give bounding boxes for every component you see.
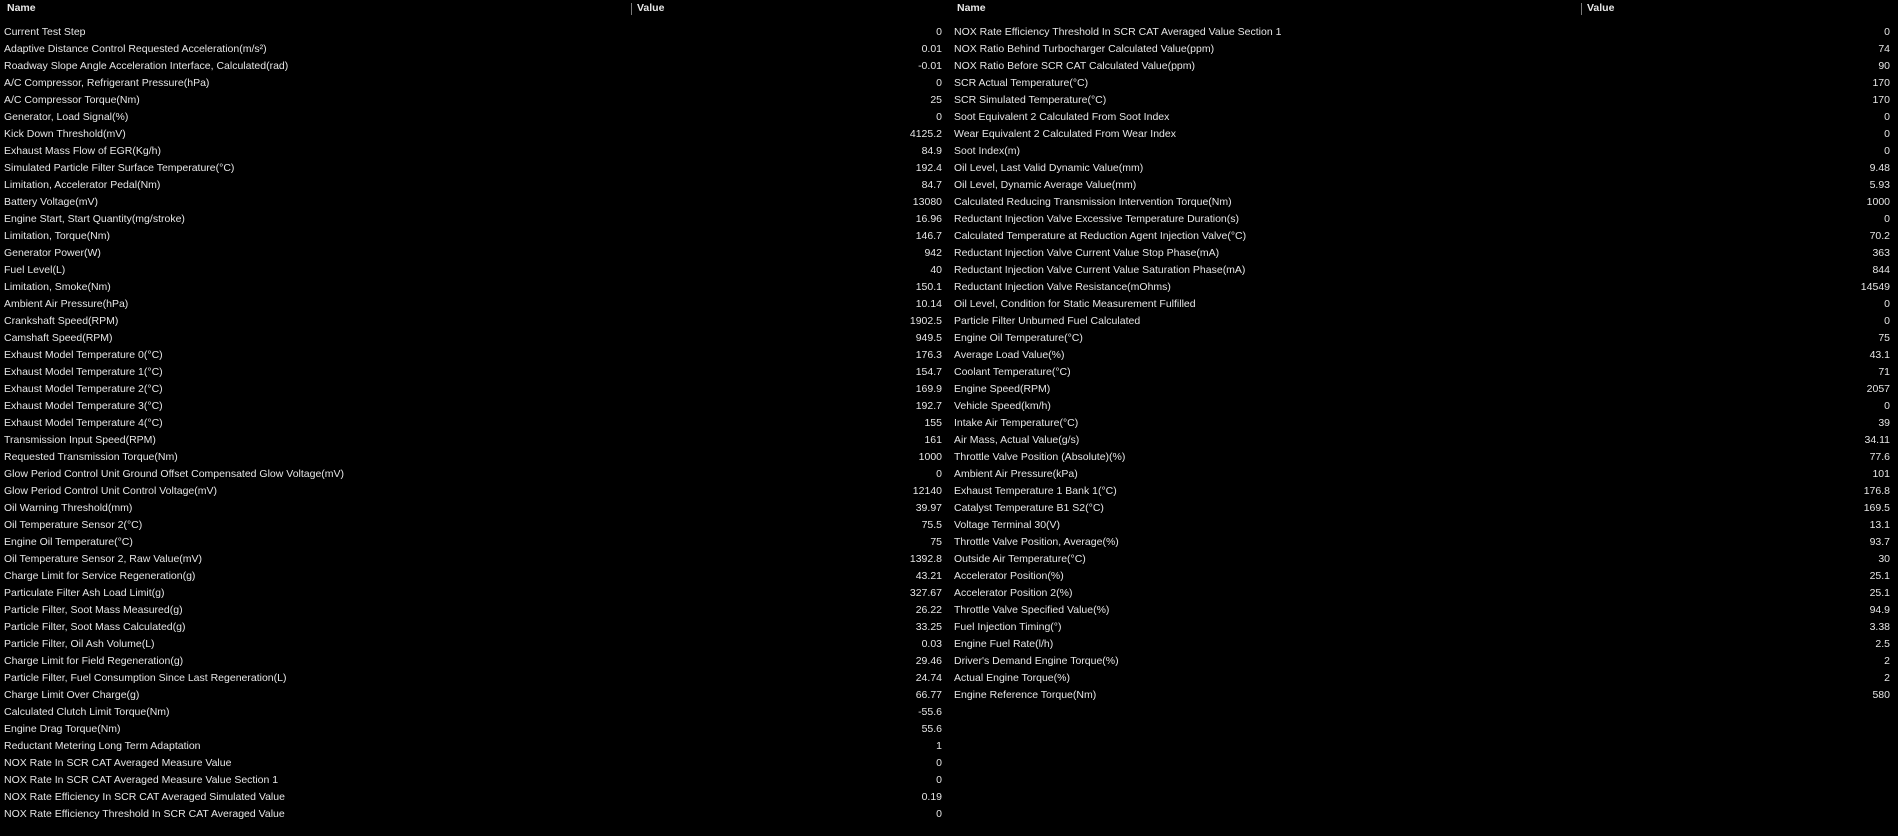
table-row[interactable] bbox=[0, 330, 948, 347]
parameter-value: 176.8 bbox=[1863, 485, 1890, 497]
parameter-name: Reductant Injection Valve Excessive Temperature Duration(s) bbox=[954, 213, 1239, 225]
parameter-value: 94.9 bbox=[1869, 604, 1890, 616]
table-row[interactable] bbox=[950, 92, 1898, 109]
parameter-name: Kick Down Threshold(mV) bbox=[4, 128, 126, 140]
parameter-value: 0 bbox=[936, 26, 942, 38]
table-row[interactable] bbox=[950, 466, 1898, 483]
table-row[interactable] bbox=[0, 41, 948, 58]
parameter-name: Oil Level, Condition for Static Measurement Fulfilled bbox=[954, 298, 1196, 310]
parameter-name: Generator, Load Signal(%) bbox=[4, 111, 129, 123]
parameter-value: 71 bbox=[1878, 366, 1890, 378]
parameter-value: 146.7 bbox=[915, 230, 942, 242]
parameter-value: 2057 bbox=[1866, 383, 1890, 395]
parameter-value: 25.1 bbox=[1869, 587, 1890, 599]
parameter-value: 942 bbox=[924, 247, 942, 259]
parameter-value: 75 bbox=[930, 536, 942, 548]
table-row[interactable] bbox=[950, 279, 1898, 296]
parameter-name: Calculated Reducing Transmission Intervention Torque(Nm) bbox=[954, 196, 1232, 208]
table-row[interactable] bbox=[0, 109, 948, 126]
parameter-name: Reductant Injection Valve Current Value Saturation Phase(mA) bbox=[954, 264, 1246, 276]
table-row[interactable] bbox=[950, 432, 1898, 449]
parameter-value: 30 bbox=[1878, 553, 1890, 565]
value-column-header[interactable]: Value bbox=[1587, 2, 1615, 14]
parameter-value: 0 bbox=[936, 774, 942, 786]
parameter-name: Oil Temperature Sensor 2, Raw Value(mV) bbox=[4, 553, 203, 565]
parameter-name: Outside Air Temperature(°C) bbox=[954, 553, 1086, 565]
parameter-name: Exhaust Temperature 1 Bank 1(°C) bbox=[954, 485, 1117, 497]
parameter-name: Oil Warning Threshold(mm) bbox=[4, 502, 133, 514]
parameter-value: 169.9 bbox=[915, 383, 942, 395]
parameter-value: 0 bbox=[1884, 400, 1890, 412]
parameter-value: 13080 bbox=[912, 196, 942, 208]
parameter-value: 4125.2 bbox=[909, 128, 942, 140]
parameter-name: Fuel Level(L) bbox=[4, 264, 66, 276]
table-row[interactable] bbox=[0, 483, 948, 500]
table-row[interactable] bbox=[950, 245, 1898, 262]
table-row[interactable] bbox=[950, 109, 1898, 126]
parameter-name: Charge Limit for Service Regeneration(g) bbox=[4, 570, 196, 582]
parameter-name: Ambient Air Pressure(kPa) bbox=[954, 468, 1078, 480]
table-row[interactable] bbox=[950, 619, 1898, 636]
table-row[interactable] bbox=[0, 619, 948, 636]
parameter-value: 16.96 bbox=[915, 213, 942, 225]
parameter-name: Calculated Temperature at Reduction Agent Injection Valve(°C) bbox=[954, 230, 1247, 242]
parameter-value: 14549 bbox=[1860, 281, 1890, 293]
parameter-name: Actual Engine Torque(%) bbox=[954, 672, 1070, 684]
parameter-name: Exhaust Model Temperature 2(°C) bbox=[4, 383, 163, 395]
parameter-name: Intake Air Temperature(°C) bbox=[954, 417, 1079, 429]
parameter-value: 0 bbox=[1884, 145, 1890, 157]
table-row[interactable] bbox=[0, 24, 948, 41]
table-row[interactable] bbox=[0, 687, 948, 704]
table-row[interactable] bbox=[950, 551, 1898, 568]
parameter-value: 0 bbox=[936, 808, 942, 820]
parameter-name: Oil Level, Dynamic Average Value(mm) bbox=[954, 179, 1137, 191]
parameter-name: A/C Compressor Torque(Nm) bbox=[4, 94, 140, 106]
parameter-name: Engine Reference Torque(Nm) bbox=[954, 689, 1097, 701]
parameter-name: Vehicle Speed(km/h) bbox=[954, 400, 1051, 412]
table-row[interactable] bbox=[950, 228, 1898, 245]
parameter-value: 170 bbox=[1872, 77, 1890, 89]
parameter-name: Coolant Temperature(°C) bbox=[954, 366, 1071, 378]
parameter-value: 24.74 bbox=[915, 672, 942, 684]
parameter-value: 25.1 bbox=[1869, 570, 1890, 582]
parameter-value: 43.21 bbox=[915, 570, 942, 582]
parameter-name: Exhaust Model Temperature 1(°C) bbox=[4, 366, 163, 378]
parameter-value: 1 bbox=[936, 740, 942, 752]
parameter-value: 2 bbox=[1884, 655, 1890, 667]
table-row[interactable] bbox=[950, 330, 1898, 347]
parameter-value: 169.5 bbox=[1863, 502, 1890, 514]
table-row[interactable] bbox=[0, 466, 948, 483]
parameter-name: Air Mass, Actual Value(g/s) bbox=[954, 434, 1080, 446]
value-column-header[interactable]: Value bbox=[637, 2, 665, 14]
table-row[interactable] bbox=[0, 75, 948, 92]
parameter-value: 5.93 bbox=[1869, 179, 1890, 191]
parameter-name: Engine Oil Temperature(°C) bbox=[4, 536, 133, 548]
table-row[interactable] bbox=[0, 126, 948, 143]
table-row[interactable] bbox=[0, 194, 948, 211]
table-row[interactable] bbox=[0, 704, 948, 721]
parameter-value: 55.6 bbox=[921, 723, 942, 735]
parameter-name: Throttle Valve Specified Value(%) bbox=[954, 604, 1110, 616]
left-data-table bbox=[0, 0, 948, 836]
parameter-name: Limitation, Accelerator Pedal(Nm) bbox=[4, 179, 161, 191]
parameter-value: 844 bbox=[1872, 264, 1890, 276]
parameter-value: 34.11 bbox=[1864, 434, 1890, 446]
parameter-value: 2 bbox=[1884, 672, 1890, 684]
table-row[interactable] bbox=[950, 585, 1898, 602]
table-row[interactable] bbox=[0, 262, 948, 279]
parameter-value: 33.25 bbox=[915, 621, 942, 633]
parameter-value: 13.1 bbox=[1869, 519, 1890, 531]
parameter-name: SCR Simulated Temperature(°C) bbox=[954, 94, 1107, 106]
parameter-value: 101 bbox=[1872, 468, 1890, 480]
table-row[interactable] bbox=[0, 364, 948, 381]
table-row[interactable] bbox=[0, 551, 948, 568]
table-row[interactable] bbox=[0, 245, 948, 262]
parameter-value: 39.97 bbox=[915, 502, 942, 514]
table-row[interactable] bbox=[0, 738, 948, 755]
parameter-value: 0 bbox=[936, 468, 942, 480]
table-row[interactable] bbox=[0, 313, 948, 330]
parameter-value: 40 bbox=[930, 264, 942, 276]
table-row[interactable] bbox=[950, 313, 1898, 330]
parameter-name: NOX Rate In SCR CAT Averaged Measure Value bbox=[4, 757, 232, 769]
parameter-name: NOX Ratio Before SCR CAT Calculated Value(ppm) bbox=[954, 60, 1196, 72]
table-row[interactable] bbox=[0, 721, 948, 738]
parameter-value: 0 bbox=[1884, 26, 1890, 38]
parameter-name: Accelerator Position 2(%) bbox=[954, 587, 1073, 599]
table-row[interactable] bbox=[950, 398, 1898, 415]
parameter-value: 327.67 bbox=[909, 587, 942, 599]
parameter-name: Battery Voltage(mV) bbox=[4, 196, 98, 208]
parameter-name: Oil Level, Last Valid Dynamic Value(mm) bbox=[954, 162, 1144, 174]
table-row[interactable] bbox=[950, 58, 1898, 75]
table-row[interactable] bbox=[950, 534, 1898, 551]
parameter-name: Glow Period Control Unit Control Voltage(mV) bbox=[4, 485, 218, 497]
parameter-name: Exhaust Model Temperature 0(°C) bbox=[4, 349, 163, 361]
parameter-value: 0 bbox=[1884, 111, 1890, 123]
parameter-name: Engine Speed(RPM) bbox=[954, 383, 1051, 395]
table-row[interactable] bbox=[0, 449, 948, 466]
parameter-name: Camshaft Speed(RPM) bbox=[4, 332, 113, 344]
table-row[interactable] bbox=[950, 262, 1898, 279]
parameter-name: Engine Oil Temperature(°C) bbox=[954, 332, 1083, 344]
table-row[interactable] bbox=[950, 568, 1898, 585]
table-row[interactable] bbox=[0, 279, 948, 296]
parameter-value: 1392.8 bbox=[909, 553, 942, 565]
parameter-name: Soot Equivalent 2 Calculated From Soot Index bbox=[954, 111, 1170, 123]
parameter-value: 0.01 bbox=[921, 43, 942, 55]
table-row[interactable] bbox=[0, 398, 948, 415]
table-row[interactable] bbox=[0, 92, 948, 109]
table-row[interactable] bbox=[950, 381, 1898, 398]
parameter-value: 93.7 bbox=[1869, 536, 1890, 548]
table-row[interactable] bbox=[950, 177, 1898, 194]
parameter-value: 0.19 bbox=[921, 791, 942, 803]
parameter-value: 9.48 bbox=[1869, 162, 1890, 174]
table-row[interactable] bbox=[950, 602, 1898, 619]
parameter-name: Soot Index(m) bbox=[954, 145, 1020, 157]
table-row[interactable] bbox=[0, 432, 948, 449]
parameter-name: Throttle Valve Position, Average(%) bbox=[954, 536, 1119, 548]
table-row[interactable] bbox=[950, 24, 1898, 41]
table-row[interactable] bbox=[950, 653, 1898, 670]
parameter-value: -55.6 bbox=[918, 706, 942, 718]
table-row[interactable] bbox=[0, 806, 948, 823]
table-row[interactable] bbox=[950, 347, 1898, 364]
right-table-header bbox=[950, 0, 1898, 17]
parameter-value: 949.5 bbox=[915, 332, 942, 344]
table-row[interactable] bbox=[0, 636, 948, 653]
table-row[interactable] bbox=[0, 143, 948, 160]
table-row[interactable] bbox=[950, 194, 1898, 211]
parameter-name: Simulated Particle Filter Surface Temperature(°C) bbox=[4, 162, 235, 174]
parameter-name: Ambient Air Pressure(hPa) bbox=[4, 298, 129, 310]
table-row[interactable] bbox=[0, 670, 948, 687]
parameter-value: 75 bbox=[1878, 332, 1890, 344]
parameter-name: Charge Limit for Field Regeneration(g) bbox=[4, 655, 184, 667]
parameter-value: 84.7 bbox=[921, 179, 942, 191]
table-row[interactable] bbox=[0, 772, 948, 789]
parameter-value: 74 bbox=[1878, 43, 1890, 55]
table-row[interactable] bbox=[0, 177, 948, 194]
parameter-value: 150.1 bbox=[915, 281, 942, 293]
parameter-name: Charge Limit Over Charge(g) bbox=[4, 689, 140, 701]
parameter-value: 1000 bbox=[1866, 196, 1890, 208]
parameter-name: Generator Power(W) bbox=[4, 247, 101, 259]
parameter-name: Catalyst Temperature B1 S2(°C) bbox=[954, 502, 1104, 514]
parameter-value: 10.14 bbox=[915, 298, 942, 310]
parameter-name: NOX Rate Efficiency Threshold In SCR CAT Averaged Value bbox=[4, 808, 285, 820]
left-table-header bbox=[0, 0, 948, 17]
parameter-name: Particle Filter, Soot Mass Measured(g) bbox=[4, 604, 183, 616]
parameter-value: 170 bbox=[1872, 94, 1890, 106]
parameter-name: NOX Rate Efficiency Threshold In SCR CAT Averaged Value Section 1 bbox=[954, 26, 1282, 38]
parameter-name: SCR Actual Temperature(°C) bbox=[954, 77, 1089, 89]
parameter-value: 0 bbox=[936, 757, 942, 769]
parameter-name: Engine Fuel Rate(l/h) bbox=[954, 638, 1054, 650]
parameter-value: 77.6 bbox=[1869, 451, 1890, 463]
table-row[interactable] bbox=[0, 534, 948, 551]
parameter-name: Roadway Slope Angle Acceleration Interface, Calculated(rad) bbox=[4, 60, 289, 72]
parameter-value: 0 bbox=[1884, 128, 1890, 140]
parameter-name: Adaptive Distance Control Requested Acceleration(m/s²) bbox=[4, 43, 267, 55]
parameter-value: -0.01 bbox=[918, 60, 942, 72]
parameter-value: 161 bbox=[924, 434, 942, 446]
parameter-name: Throttle Valve Position (Absolute)(%) bbox=[954, 451, 1126, 463]
parameter-name: Average Load Value(%) bbox=[954, 349, 1065, 361]
table-row[interactable] bbox=[950, 160, 1898, 177]
parameter-name: Calculated Clutch Limit Torque(Nm) bbox=[4, 706, 170, 718]
parameter-name: NOX Rate In SCR CAT Averaged Measure Value Section 1 bbox=[4, 774, 279, 786]
parameter-value: 43.1 bbox=[1869, 349, 1890, 361]
table-row[interactable] bbox=[950, 449, 1898, 466]
parameter-value: 39 bbox=[1878, 417, 1890, 429]
parameter-value: 154.7 bbox=[915, 366, 942, 378]
table-row[interactable] bbox=[950, 296, 1898, 313]
parameter-value: 0 bbox=[1884, 315, 1890, 327]
parameter-name: Oil Temperature Sensor 2(°C) bbox=[4, 519, 143, 531]
parameter-value: 0 bbox=[936, 111, 942, 123]
parameter-name: Particulate Filter Ash Load Limit(g) bbox=[4, 587, 165, 599]
parameter-name: Limitation, Smoke(Nm) bbox=[4, 281, 111, 293]
left-table-body bbox=[0, 24, 948, 823]
table-row[interactable] bbox=[0, 160, 948, 177]
parameter-value: 1000 bbox=[918, 451, 942, 463]
parameter-name: Current Test Step bbox=[4, 26, 86, 38]
parameter-name: Voltage Terminal 30(V) bbox=[954, 519, 1061, 531]
parameter-value: 363 bbox=[1872, 247, 1890, 259]
parameter-name: Transmission Input Speed(RPM) bbox=[4, 434, 156, 446]
table-row[interactable] bbox=[0, 228, 948, 245]
table-row[interactable] bbox=[950, 517, 1898, 534]
table-row[interactable] bbox=[0, 789, 948, 806]
parameter-name: Crankshaft Speed(RPM) bbox=[4, 315, 119, 327]
parameter-value: 192.4 bbox=[915, 162, 942, 174]
parameter-name: Particle Filter, Fuel Consumption Since Last Regeneration(L) bbox=[4, 672, 287, 684]
name-column-header[interactable]: Name bbox=[957, 2, 986, 14]
parameter-name: Engine Drag Torque(Nm) bbox=[4, 723, 121, 735]
table-row[interactable] bbox=[0, 517, 948, 534]
parameter-name: Particle Filter, Oil Ash Volume(L) bbox=[4, 638, 155, 650]
table-row[interactable] bbox=[950, 143, 1898, 160]
table-row[interactable] bbox=[950, 636, 1898, 653]
table-row[interactable] bbox=[0, 58, 948, 75]
parameter-value: 0 bbox=[936, 77, 942, 89]
table-row[interactable] bbox=[0, 381, 948, 398]
parameter-name: Exhaust Model Temperature 4(°C) bbox=[4, 417, 163, 429]
parameter-value: 176.3 bbox=[915, 349, 942, 361]
parameter-name: Wear Equivalent 2 Calculated From Wear Index bbox=[954, 128, 1176, 140]
parameter-name: Reductant Injection Valve Resistance(mOhms) bbox=[954, 281, 1171, 293]
table-row[interactable] bbox=[950, 670, 1898, 687]
parameter-name: Reductant Injection Valve Current Value Stop Phase(mA) bbox=[954, 247, 1220, 259]
table-row[interactable] bbox=[0, 415, 948, 432]
name-column-header[interactable]: Name bbox=[7, 2, 36, 14]
table-row[interactable] bbox=[950, 415, 1898, 432]
parameter-name: Particle Filter Unburned Fuel Calculated bbox=[954, 315, 1141, 327]
table-row[interactable] bbox=[950, 687, 1898, 704]
parameter-name: Driver's Demand Engine Torque(%) bbox=[954, 655, 1119, 667]
table-row[interactable] bbox=[0, 755, 948, 772]
table-row[interactable] bbox=[950, 211, 1898, 228]
parameter-name: NOX Ratio Behind Turbocharger Calculated Value(ppm) bbox=[954, 43, 1215, 55]
column-resize-handle[interactable] bbox=[631, 3, 632, 15]
parameter-name: NOX Rate Efficiency In SCR CAT Averaged Simulated Value bbox=[4, 791, 285, 803]
right-data-table bbox=[950, 0, 1898, 836]
parameter-value: 2.5 bbox=[1875, 638, 1890, 650]
parameter-value: 155 bbox=[924, 417, 942, 429]
parameter-value: 26.22 bbox=[915, 604, 942, 616]
parameter-value: 0 bbox=[1884, 213, 1890, 225]
parameter-value: 3.38 bbox=[1869, 621, 1890, 633]
table-row[interactable] bbox=[950, 500, 1898, 517]
parameter-name: Requested Transmission Torque(Nm) bbox=[4, 451, 178, 463]
parameter-name: Exhaust Model Temperature 3(°C) bbox=[4, 400, 163, 412]
table-row[interactable] bbox=[0, 211, 948, 228]
parameter-value: 192.7 bbox=[915, 400, 942, 412]
parameter-name: Exhaust Mass Flow of EGR(Kg/h) bbox=[4, 145, 161, 157]
parameter-name: Engine Start, Start Quantity(mg/stroke) bbox=[4, 213, 185, 225]
parameter-value: 0 bbox=[1884, 298, 1890, 310]
parameter-value: 29.46 bbox=[915, 655, 942, 667]
table-row[interactable] bbox=[950, 126, 1898, 143]
table-row[interactable] bbox=[0, 500, 948, 517]
parameter-value: 66.77 bbox=[915, 689, 942, 701]
parameter-name: Accelerator Position(%) bbox=[954, 570, 1064, 582]
parameter-value: 84.9 bbox=[921, 145, 942, 157]
table-row[interactable] bbox=[950, 75, 1898, 92]
table-row[interactable] bbox=[0, 296, 948, 313]
parameter-value: 12140 bbox=[912, 485, 942, 497]
parameter-name: Reductant Metering Long Term Adaptation bbox=[4, 740, 201, 752]
parameter-name: Fuel Injection Timing(°) bbox=[954, 621, 1062, 633]
parameter-value: 70.2 bbox=[1869, 230, 1890, 242]
parameter-name: Limitation, Torque(Nm) bbox=[4, 230, 111, 242]
table-row[interactable] bbox=[950, 483, 1898, 500]
parameter-name: Particle Filter, Soot Mass Calculated(g) bbox=[4, 621, 186, 633]
table-row[interactable] bbox=[0, 653, 948, 670]
table-row[interactable] bbox=[0, 347, 948, 364]
parameter-value: 75.5 bbox=[921, 519, 942, 531]
parameter-value: 0.03 bbox=[921, 638, 942, 650]
table-row[interactable] bbox=[0, 585, 948, 602]
parameter-name: Glow Period Control Unit Ground Offset Compensated Glow Voltage(mV) bbox=[4, 468, 345, 480]
column-resize-handle[interactable] bbox=[1581, 3, 1582, 15]
parameter-value: 25 bbox=[930, 94, 942, 106]
table-row[interactable] bbox=[950, 364, 1898, 381]
table-row[interactable] bbox=[0, 568, 948, 585]
parameter-name: A/C Compressor, Refrigerant Pressure(hPa) bbox=[4, 77, 210, 89]
parameter-value: 90 bbox=[1878, 60, 1890, 72]
right-table-body bbox=[950, 24, 1898, 704]
parameter-value: 1902.5 bbox=[909, 315, 942, 327]
table-row[interactable] bbox=[0, 602, 948, 619]
parameter-value: 580 bbox=[1872, 689, 1890, 701]
table-row[interactable] bbox=[950, 41, 1898, 58]
